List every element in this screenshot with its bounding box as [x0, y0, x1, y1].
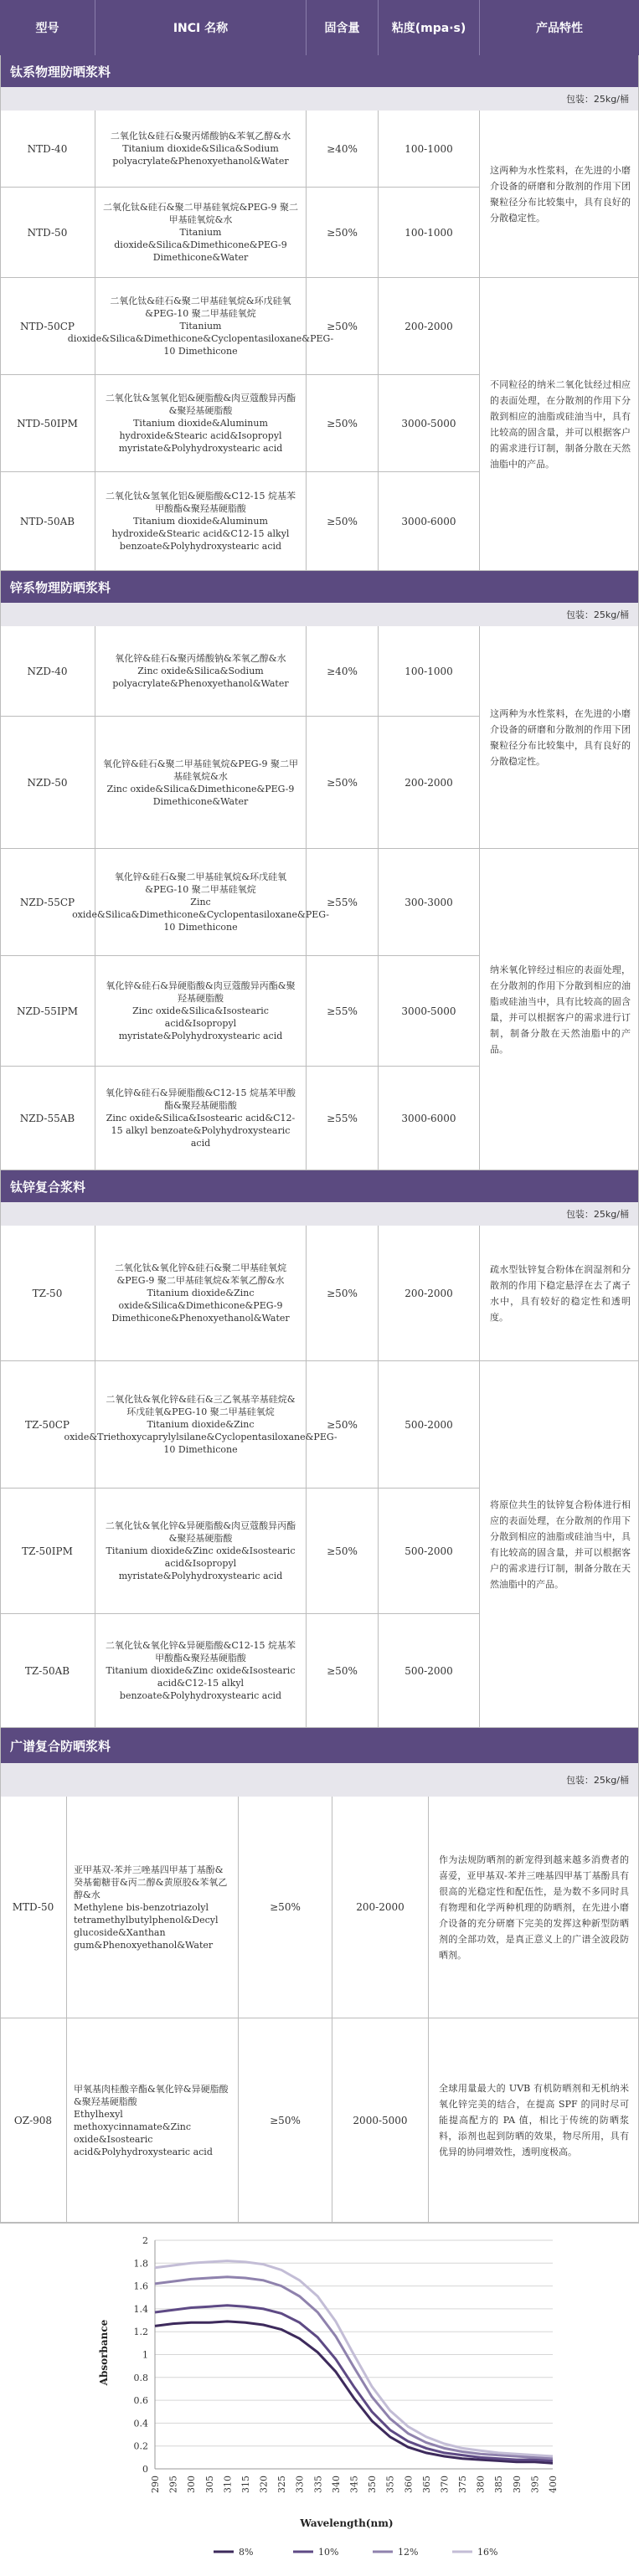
model-cell: NZD-55AB — [0, 1067, 95, 1170]
inci-en: Titanium dioxide&Zinc oxide&Isostearic acid&C12-15 alkyl benzoate&Polyhydroxystearic acid — [106, 1665, 296, 1701]
inci-cell — [95, 626, 307, 716]
inci-en: Titanium dioxide&Silica&Sodium polyacrylate&Phenoxyethanol&Water — [112, 143, 289, 167]
solid-cell: ≥50% — [307, 717, 379, 848]
solid-cell: ≥50% — [307, 1614, 379, 1727]
y-tick-label: 2 — [142, 2235, 148, 2246]
inci-en: Zinc oxide&Silica&Isostearic acid&C12-15 alkyl benzoate&Polyhydroxystearic acid — [106, 1113, 296, 1149]
solid-cell: ≥50% — [307, 1361, 379, 1488]
x-tick-label: 305 — [204, 2476, 215, 2493]
viscosity-cell: 200-2000 — [379, 278, 480, 374]
solid-cell: ≥50% — [307, 375, 379, 471]
package-label: 包装：25kg/桶 — [0, 603, 639, 626]
x-tick-label: 330 — [294, 2476, 306, 2493]
model-cell: NTD-40 — [0, 111, 95, 187]
series-line-12pct — [155, 2277, 553, 2459]
model-cell: TZ-50AB — [0, 1614, 95, 1727]
viscosity-cell: 200-2000 — [332, 1797, 429, 2018]
header-feature: 产品特性 — [536, 22, 583, 35]
x-axis-ticks — [150, 2476, 559, 2493]
x-tick-label: 310 — [222, 2476, 234, 2493]
x-tick-label: 395 — [529, 2476, 541, 2493]
x-tick-label: 380 — [475, 2476, 487, 2493]
viscosity-cell: 500-2000 — [379, 1361, 480, 1488]
inci-cn: 二氧化钛&氧化锌&硅石&聚二甲基硅氧烷&PEG-9 聚二甲基硅氧烷&苯氧乙醇&水 — [114, 1262, 287, 1286]
model-cell: NZD-55CP — [0, 849, 95, 955]
table-row — [0, 1797, 639, 2018]
y-tick-label: 0.8 — [133, 2372, 148, 2383]
x-tick-label: 340 — [330, 2476, 342, 2493]
inci-en: Titanium dioxide&Aluminum hydroxide&Stearic acid&C12-15 alkyl benzoate&Polyhydroxystearic acid — [111, 516, 290, 552]
y-axis-ticks — [134, 2235, 149, 2475]
header-solid: 固含量 — [307, 0, 379, 55]
model-cell: NZD-50 — [0, 717, 95, 848]
inci-en: Titanium dioxide&Zinc oxide&Silica&Dimethicone&PEG-9 Dimethicone&Phenoxyethanol&Water — [111, 1288, 290, 1324]
inci-cn: 亚甲基双-苯并三唑基四甲基丁基酚&癸基葡糖苷&丙二醇&黄原胶&苯氧乙醇&水 — [74, 1864, 228, 1900]
table-row — [0, 849, 480, 956]
inci-en: Titanium dioxide&Aluminum hydroxide&Stearic acid&Isopropyl myristate&Polyhydroxystearic acid — [118, 418, 283, 454]
feature-desc: 不同粒径的纳米二氧化钛经过相应的表面处理，在分散剂的作用下分散到相应的油脂或硅油当中，具有比较高的固含量，并可以根据客户的需求进行订制，制备分散在天然油脂中的产品。 — [480, 278, 639, 571]
inci-cell — [95, 717, 307, 848]
header-viscosity: 粘度(mpa·s) — [379, 0, 480, 55]
table-header — [0, 0, 639, 55]
inci-cn: 氧化锌&硅石&聚丙烯酸钠&苯氧乙醇&水 — [115, 653, 286, 664]
chart-legend — [214, 2547, 497, 2558]
x-tick-label: 370 — [439, 2476, 451, 2493]
feature-desc: 将原位共生的钛锌复合粉体进行相应的表面处理，在分散剂的作用下分散到相应的油脂或硅油当中，具有比较高的固含量，并可以根据客户的需求进行订制，制备分散在天然油脂中的产品。 — [480, 1361, 639, 1728]
y-tick-label: 0.6 — [133, 2395, 148, 2407]
x-tick-label: 295 — [167, 2476, 179, 2493]
table-row — [0, 1361, 480, 1489]
series-line-8pct — [155, 2321, 553, 2463]
table-row — [0, 188, 480, 278]
feature-desc: 疏水型钛锌复合粉体在润湿剂和分散剂的作用下稳定悬浮在去了离子水中，具有较好的稳定性和透明度。 — [480, 1226, 639, 1361]
y-tick-label: 1 — [142, 2349, 148, 2361]
inci-cell — [64, 1361, 338, 1488]
model-cell: TZ-50CP — [0, 1361, 95, 1488]
table-row — [0, 1067, 480, 1170]
x-tick-label: 365 — [420, 2476, 432, 2493]
table-row — [0, 1226, 480, 1361]
chart-svg — [0, 2224, 637, 2575]
inci-cell — [95, 188, 307, 277]
viscosity-cell: 500-2000 — [379, 1614, 480, 1727]
feature-desc: 作为法规防晒剂的新宠得到越来越多消费者的喜爱，亚甲基双-苯并三唑基四甲基丁基酚具有很高的光稳定性和配伍性，是为数不多同时具有物理和化学两种机理的防晒剂，在先进小磨介设备的充分研磨下完美的发挥这种新型防晒剂的全部功效，是真正意义上的广谱全波段防晒剂。 — [439, 1854, 629, 1961]
y-axis-label: Absorbance — [98, 2319, 110, 2386]
inci-cell — [95, 472, 307, 570]
inci-cell — [95, 1614, 307, 1727]
model-cell: MTD-50 — [0, 1797, 67, 2018]
inci-en: Titanium dioxide&Zinc oxide&Isostearic acid&Isopropyl myristate&Polyhydroxystearic acid — [106, 1545, 296, 1581]
y-tick-label: 0 — [142, 2464, 148, 2475]
x-tick-label: 345 — [348, 2476, 360, 2493]
model-cell: NTD-50AB — [0, 472, 95, 570]
inci-cn: 二氧化钛&氧化锌&硅石&三乙氧基辛基硅烷&环戊硅氧&PEG-10 聚二甲基硅氧烷 — [106, 1394, 296, 1417]
package-label: 包装：25kg/桶 — [0, 87, 639, 111]
solid-cell: ≥50% — [307, 1489, 379, 1613]
solid-cell: ≥50% — [307, 278, 379, 374]
model-cell: NZD-40 — [0, 626, 95, 716]
inci-cn: 氧化锌&硅石&聚二甲基硅氧烷&环戊硅氧&PEG-10 聚二甲基硅氧烷 — [114, 872, 287, 895]
solid-cell: ≥50% — [239, 1797, 332, 2018]
inci-en: Titanium dioxide&Zinc oxide&Triethoxycaprylylsilane&Cyclopentasiloxane&PEG-10 Dimethicone — [64, 1419, 338, 1455]
inci-en: Titanium dioxide&Silica&Dimethicone&PEG-9 Dimethicone&Water — [114, 227, 287, 263]
viscosity-cell: 200-2000 — [379, 717, 480, 848]
x-tick-label: 355 — [384, 2476, 396, 2493]
section-title: 钛锌复合浆料 — [0, 1170, 639, 1202]
inci-cn: 二氧化钛&氢氧化铝&硬脂酸&肉豆蔻酸异丙酯&聚羟基硬脂酸 — [105, 393, 296, 416]
model-cell: TZ-50 — [0, 1226, 95, 1360]
table-row — [0, 956, 480, 1067]
solid-cell: ≥50% — [307, 188, 379, 277]
header-model: 型号 — [0, 0, 95, 55]
package-label: 包装：25kg/桶 — [0, 1202, 639, 1226]
inci-cn: 二氧化钛&氧化锌&异硬脂酸&肉豆蔻酸异丙酯&聚羟基硬脂酸 — [105, 1520, 296, 1544]
table-row — [0, 717, 480, 849]
solid-cell: ≥50% — [239, 2018, 332, 2222]
inci-en: Zinc oxide&Silica&Dimethicone&Cyclopentasiloxane&PEG-10 Dimethicone — [72, 897, 329, 933]
x-tick-label: 290 — [150, 2476, 161, 2493]
inci-en: Zinc oxide&Silica&Isostearic acid&Isopropyl myristate&Polyhydroxystearic acid — [118, 1005, 283, 1041]
inci-en: Titanium dioxide&Silica&Dimethicone&Cyclopentasiloxane&PEG-10 Dimethicone — [67, 321, 334, 357]
section-title: 广谱复合防晒浆料 — [0, 1728, 639, 1763]
table-row — [0, 375, 480, 472]
inci-en: Zinc oxide&Silica&Sodium polyacrylate&Phenoxyethanol&Water — [112, 666, 289, 689]
inci-en: Methylene bis-benzotriazolyl tetramethylbutylphenol&Decyl glucoside&Xanthan gum&Phenoxyethanol&Water — [74, 1901, 219, 1951]
viscosity-cell: 200-2000 — [379, 1226, 480, 1360]
x-tick-label: 325 — [276, 2476, 288, 2493]
table-row — [0, 2018, 639, 2223]
x-tick-label: 375 — [457, 2476, 469, 2493]
inci-cell — [95, 1226, 307, 1360]
solid-cell: ≥40% — [307, 111, 379, 187]
inci-cell — [95, 1067, 307, 1170]
table-row — [0, 626, 480, 717]
viscosity-cell: 3000-6000 — [379, 1067, 480, 1170]
solid-cell: ≥50% — [307, 1226, 379, 1360]
header-inci: INCI 名称 — [95, 0, 307, 55]
inci-cn: 氧化锌&硅石&异硬脂酸&肉豆蔻酸异丙酯&聚羟基硬脂酸 — [106, 980, 296, 1004]
x-tick-label: 350 — [367, 2476, 379, 2493]
model-cell: NZD-55IPM — [0, 956, 95, 1066]
viscosity-cell: 300-3000 — [379, 849, 480, 955]
inci-cell — [67, 278, 334, 374]
solid-cell: ≥50% — [307, 472, 379, 570]
inci-cn: 二氧化钛&氢氧化铝&硬脂酸&C12-15 烷基苯甲酸酯&聚羟基硬脂酸 — [106, 491, 296, 514]
x-tick-label: 315 — [240, 2476, 251, 2493]
viscosity-cell: 3000-5000 — [379, 375, 480, 471]
inci-cn: 氧化锌&硅石&聚二甲基硅氧烷&PEG-9 聚二甲基硅氧烷&水 — [102, 758, 298, 782]
feature-desc: 这两种为水性浆料，在先进的小磨介设备的研磨和分散剂的作用下团聚粒径分布比较集中，具有良好的分散稳定性。 — [480, 626, 639, 849]
x-tick-label: 300 — [186, 2476, 198, 2493]
model-cell: OZ-908 — [0, 2018, 67, 2222]
inci-en: Ethylhexyl methoxycinnamate&Zinc oxide&Isostearic acid&Polyhydroxystearic acid — [74, 2108, 213, 2157]
series-line-10pct — [155, 2306, 553, 2461]
viscosity-cell: 100-1000 — [379, 626, 480, 716]
inci-cn: 二氧化钛&硅石&聚丙烯酸钠&苯氧乙醇&水 — [110, 131, 291, 141]
table-border — [0, 55, 1, 2223]
inci-cn: 二氧化钛&硅石&聚二甲基硅氧烷&环戊硅氧&PEG-10 聚二甲基硅氧烷 — [110, 296, 291, 319]
viscosity-cell: 2000-5000 — [332, 2018, 429, 2222]
x-tick-label: 335 — [312, 2476, 324, 2493]
inci-cell — [95, 111, 307, 187]
viscosity-cell: 500-2000 — [379, 1489, 480, 1613]
solid-cell: ≥40% — [307, 626, 379, 716]
model-cell: NTD-50IPM — [0, 375, 95, 471]
inci-cell — [67, 2018, 239, 2222]
model-cell: NTD-50CP — [0, 278, 95, 374]
x-tick-label: 390 — [511, 2476, 523, 2493]
package-label: 包装：25kg/桶 — [0, 1763, 639, 1797]
model-cell: NTD-50 — [0, 188, 95, 277]
table-row — [0, 1489, 480, 1614]
inci-cn: 二氧化钛&氧化锌&异硬脂酸&C12-15 烷基苯甲酸酯&聚羟基硬脂酸 — [106, 1640, 296, 1663]
table-row — [0, 472, 480, 571]
legend-label: 12% — [398, 2547, 419, 2558]
inci-cell — [95, 956, 307, 1066]
table-row — [0, 111, 480, 188]
table-row — [0, 278, 480, 375]
x-tick-label: 400 — [548, 2476, 559, 2493]
y-tick-label: 1.6 — [133, 2280, 148, 2292]
model-cell: TZ-50IPM — [0, 1489, 95, 1613]
inci-cell — [67, 1797, 239, 2018]
solid-cell: ≥55% — [307, 1067, 379, 1170]
inci-en: Zinc oxide&Silica&Dimethicone&PEG-9 Dimethicone&Water — [106, 783, 295, 807]
inci-cell — [95, 375, 307, 471]
viscosity-cell: 100-1000 — [379, 111, 480, 187]
viscosity-cell: 100-1000 — [379, 188, 480, 277]
inci-cn: 二氧化钛&硅石&聚二甲基硅氧烷&PEG-9 聚二甲基硅氧烷&水 — [102, 202, 298, 225]
viscosity-cell: 3000-5000 — [379, 956, 480, 1066]
section-title: 锌系物理防晒浆料 — [0, 571, 639, 603]
table-row — [0, 1614, 480, 1728]
inci-cn: 氧化锌&硅石&异硬脂酸&C12-15 烷基苯甲酸酯&聚羟基硬脂酸 — [106, 1087, 296, 1111]
y-tick-label: 0.2 — [133, 2440, 148, 2452]
solid-cell: ≥55% — [307, 956, 379, 1066]
y-tick-label: 1.8 — [133, 2258, 148, 2270]
x-tick-label: 385 — [493, 2476, 505, 2493]
y-tick-label: 1.4 — [133, 2303, 148, 2315]
feature-desc: 纳米氧化锌经过相应的表面处理，在分散剂的作用下分散到相应的油脂或硅油当中，具有比较高的固含量，并可以根据客户的需求进行订制，制备分散在天然油脂中的产品。 — [480, 849, 639, 1170]
legend-label: 10% — [318, 2547, 339, 2558]
legend-label: 8% — [239, 2547, 254, 2558]
feature-desc: 这两种为水性浆料，在先进的小磨介设备的研磨和分散剂的作用下团聚粒径分布比较集中，具有良好的分散稳定性。 — [480, 111, 639, 278]
x-axis-label: Wavelength(nm) — [300, 2517, 394, 2529]
series-line-16pct — [155, 2261, 553, 2456]
solid-cell: ≥55% — [307, 849, 379, 955]
inci-cell — [72, 849, 329, 955]
inci-cell — [95, 1489, 307, 1613]
section-title: 钛系物理防晒浆料 — [0, 55, 639, 87]
viscosity-cell: 3000-6000 — [379, 472, 480, 570]
legend-label: 16% — [477, 2547, 498, 2558]
inci-cn: 甲氧基肉桂酸辛酯&氧化锌&异硬脂酸&聚羟基硬脂酸 — [74, 2083, 229, 2107]
chart-series — [155, 2261, 553, 2464]
feature-desc: 全球用量最大的 UVB 有机防晒剂和无机纳米氧化锌完美的结合，在提高 SPF 的同时尽可能提高配方的 PA 值，相比于传统的防晒浆料，添剂也起到防晒的效果，物尽所用，具有优异的协同增效性，透明度极高。 — [439, 2083, 629, 2157]
x-tick-label: 320 — [258, 2476, 270, 2493]
y-tick-label: 1.2 — [133, 2327, 148, 2338]
absorbance-chart — [0, 2223, 639, 2576]
y-tick-label: 0.4 — [133, 2418, 148, 2429]
x-tick-label: 360 — [403, 2476, 415, 2493]
